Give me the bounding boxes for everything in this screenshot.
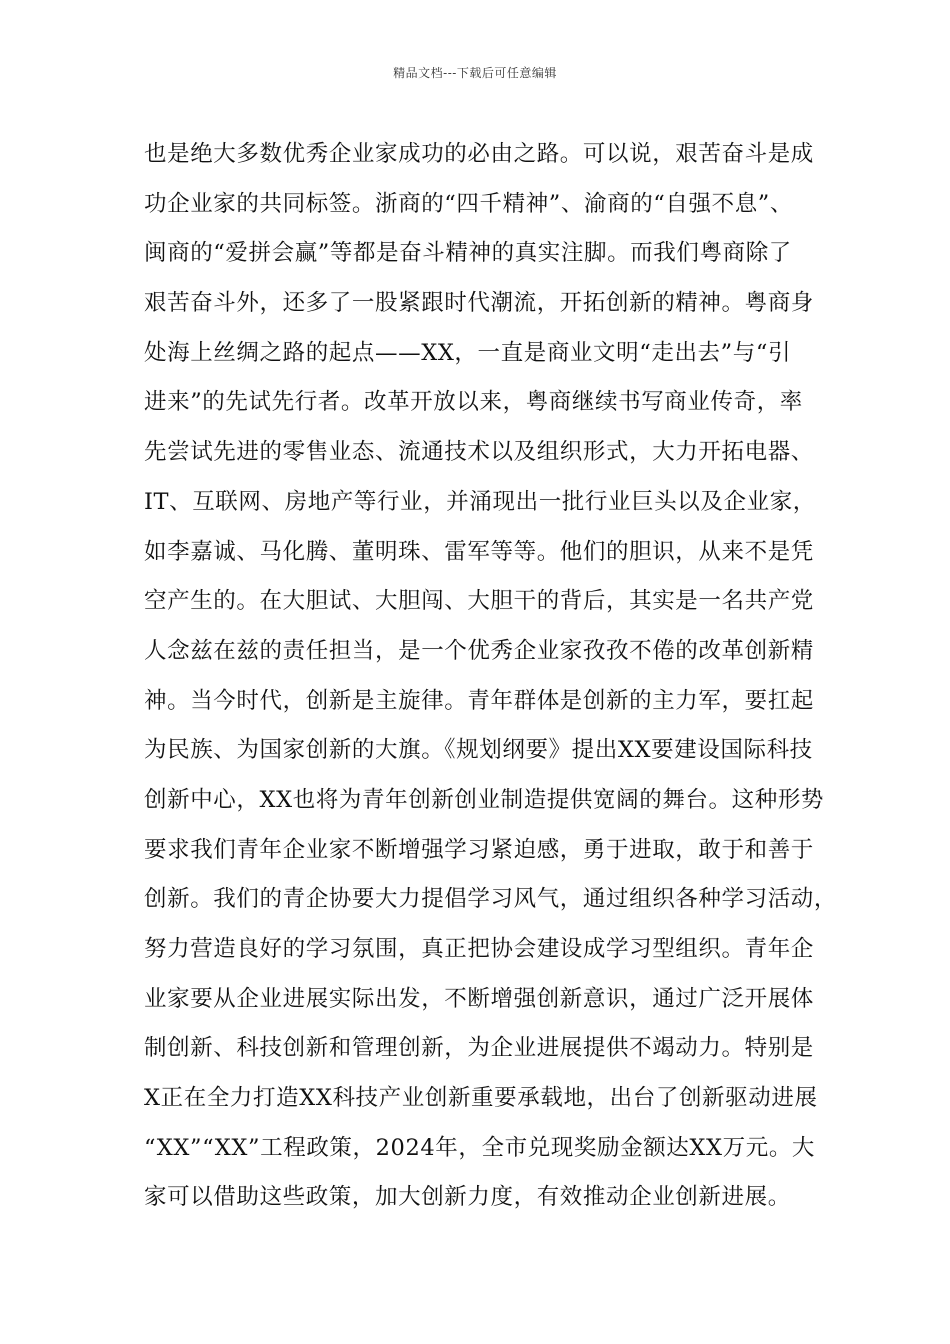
text-line: 也是绝大多数优秀企业家成功的必由之路。可以说，艰苦奋斗是成 — [144, 141, 814, 167]
text-line: 艰苦奋斗外，还多了一股紧跟时代潮流，开拓创新的精神。粤商身 — [144, 290, 814, 317]
text-line: 业家要从企业进展实际出发，不断增强创新意识，通过广泛开展体 — [144, 985, 814, 1012]
document-body — [144, 130, 838, 1223]
text-line: 制创新、科技创新和管理创新，为企业进展提供不竭动力。特别是 — [144, 1035, 814, 1062]
text-line: 创新中心，XX也将为青年创新创业制造提供宽阔的舞台。这种形势 — [144, 786, 825, 813]
text-line: X正在全力打造XX科技产业创新重要承载地，出台了创新驱动进展 — [144, 1085, 818, 1112]
text-line: 进来”的先试先行者。改革开放以来，粤商继续书写商业传奇，率 — [144, 389, 803, 416]
text-line: 创新。我们的青企协要大力提倡学习风气，通过组织各种学习活动， — [144, 886, 838, 913]
text-line: 家可以借助这些政策，加大创新力度，有效推动企业创新进展。 — [144, 1184, 791, 1211]
text-line: “XX”“XX”工程政策，2024年，全市兑现奖励金额达XX万元。大 — [144, 1134, 816, 1161]
text-line: 神。当今时代，创新是主旋律。青年群体是创新的主力军，要扛起 — [144, 687, 814, 714]
text-line: 如李嘉诚、马化腾、董明珠、雷军等等。他们的胆识，从来不是凭 — [144, 538, 814, 565]
text-line: 努力营造良好的学习氛围，真正把协会建设成学习型组织。青年企 — [144, 936, 814, 962]
text-line: 人念兹在兹的责任担当，是一个优秀企业家孜孜不倦的改革创新精 — [144, 637, 814, 664]
text-line: 为民族、为国家创新的大旗。《规划纲要》提出XX要建设国际科技 — [144, 737, 813, 764]
text-line: 功企业家的共同标签。浙商的“四千精神”、渝商的“自强不息”、 — [144, 190, 794, 217]
page-header: 精品文档---下载后可任意编辑 — [393, 66, 557, 80]
text-line: 闽商的“爱拼会赢”等都是奋斗精神的真实注脚。而我们粤商除了 — [144, 240, 792, 267]
text-line: 处海上丝绸之路的起点——XX，一直是商业文明“走出去”与“引 — [144, 339, 792, 366]
text-line: 空产生的。在大胆试、大胆闯、大胆干的背后，其实是一名共产党 — [144, 588, 814, 615]
text-line: 先尝试先进的零售业态、流通技术以及组织形式，大力开拓电器、 — [144, 439, 814, 466]
text-line: 要求我们青年企业家不断增强学习紧迫感，勇于进取，敢于和善于 — [144, 836, 814, 863]
text-line: IT、互联网、房地产等行业，并涌现出一批行业巨头以及企业家， — [144, 488, 816, 515]
